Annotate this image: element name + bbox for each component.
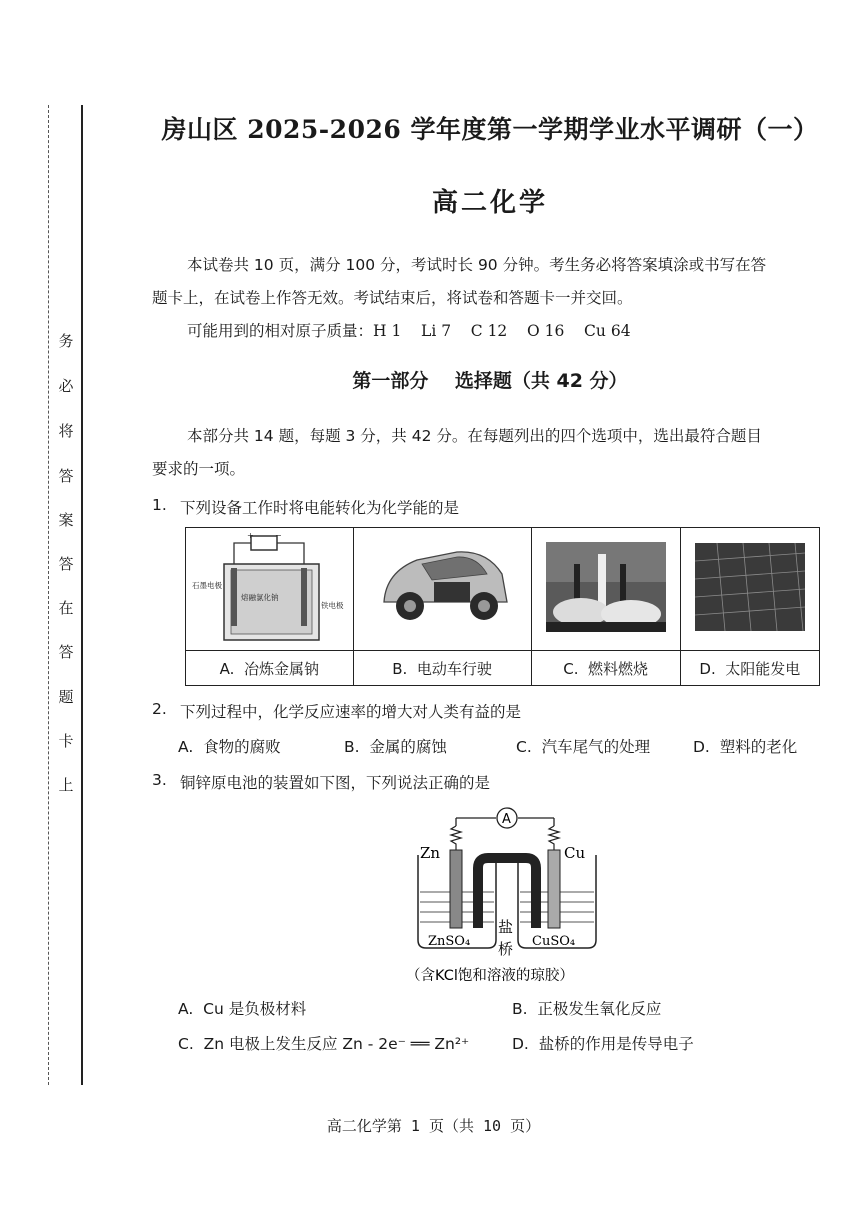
cuso4-label: CuSO₄ [532,934,576,949]
q1-option-c[interactable] [531,651,680,686]
znso4-label: ZnSO₄ [428,934,471,949]
option-letter: C. [563,659,579,678]
minus-sign: − [275,531,282,540]
rocket-launch-icon [546,542,666,632]
electrolysis-cell-icon [189,528,349,646]
atomic-mass-values: H 1 Li 7 C 12 O 16 Cu 64 [373,322,631,340]
option-letter: C. [516,738,532,756]
q2-option-d[interactable] [693,735,797,757]
q3-option-d[interactable] [512,1032,694,1054]
ammeter-label: A [502,812,511,827]
side-char: 答 [58,643,74,661]
option-letter: A. [178,738,194,756]
q1-options-table [185,527,820,686]
q2-option-c[interactable] [516,735,650,757]
option-text: Cu 是负极材料 [203,1000,307,1018]
q1-image-a [186,528,354,651]
page-footer: 高二化学第 1 页（共 10 页） [326,1117,541,1135]
q3-option-a[interactable] [178,997,306,1019]
binding-line [81,105,83,1085]
q2-option-a[interactable] [178,735,281,757]
atomic-mass-line [187,315,631,348]
side-char: 上 [58,776,74,794]
instructions-line-1: 本试卷共 10 页，满分 100 分，考试时长 90 分钟。考生务必将答案填涂或书写在答 [187,256,767,274]
exam-title: 房山区 2025-2026 学年度第一学期学业水平调研（一） [161,115,819,144]
option-letter: B. [392,659,408,678]
section-title: 第一部分 选择题（共 42 分） [352,370,628,392]
q3-option-b[interactable] [512,997,661,1019]
option-text: 太阳能发电 [725,659,801,678]
salt-bridge-label-2: 桥 [498,940,514,958]
option-text: 正极发生氧化反应 [537,1000,662,1018]
option-letter: D. [512,1035,529,1053]
q1-image-b [353,528,531,651]
q1-option-b[interactable] [353,651,531,686]
graphite-electrode-label: 石墨电极 [192,581,223,590]
option-text: 食物的腐败 [203,738,281,756]
option-text: 盐桥的作用是传导电子 [538,1035,694,1053]
option-text: 金属的腐蚀 [369,738,447,756]
q3-number: 3. [152,771,167,789]
zn-electrode [450,850,462,928]
atomic-mass-label: 可能用到的相对原子质量： [187,322,374,340]
option-letter: C. [178,1035,194,1053]
instructions-line-2: 题卡上，在试卷上作答无效。考试结束后，将试卷和答题卡一并交回。 [152,289,633,307]
q2-option-b[interactable] [344,735,447,757]
diagram-caption: （含KCl饱和溶液的琼胶） [406,968,574,984]
q2-stem: 下列过程中，化学反应速率的增大对人类有益的是 [180,703,522,721]
option-text: 电动车行驶 [416,659,492,678]
zn-label: Zn [420,844,441,862]
subject-title: 高二化学 [431,188,548,218]
option-letter: A. [219,659,235,678]
side-char: 卡 [58,732,74,750]
side-char: 答 [58,467,74,485]
molten-nacl-label: 熔融氯化钠 [241,593,279,602]
option-letter: B. [512,1000,528,1018]
q3-stem: 铜锌原电池的装置如下图，下列说法正确的是 [180,774,491,792]
option-text: Zn 电极上发生反应 Zn - 2e⁻ ══ Zn²⁺ [203,1035,470,1053]
option-letter: D. [693,738,710,756]
side-char: 将 [58,422,74,440]
side-char: 题 [58,688,74,706]
cu-electrode [548,850,560,928]
q1-stem: 下列设备工作时将电能转化为化学能的是 [180,499,460,517]
side-char: 在 [58,599,74,617]
q2-number: 2. [152,700,167,718]
section-intro-1: 本部分共 14 题，每题 3 分，共 42 分。在每题列出的四个选项中，选出最符合题目 [187,427,762,445]
section-intro-2: 要求的一项。 [152,460,246,478]
option-text: 燃料燃烧 [588,659,649,678]
electric-car-icon [362,532,522,642]
side-char: 必 [58,377,74,395]
q1-option-d[interactable] [680,651,819,686]
q1-image-d [680,528,819,651]
q1-option-a[interactable] [186,651,354,686]
side-char: 案 [58,511,74,529]
plus-sign: + [247,531,254,540]
option-letter: A. [178,1000,194,1018]
option-text: 冶炼金属钠 [243,659,319,678]
side-char: 务 [58,332,74,350]
galvanic-cell-diagram [400,800,630,990]
iron-electrode-label: 铁电极 [321,601,344,610]
option-letter: B. [344,738,360,756]
option-letter: D. [699,659,716,678]
side-char: 答 [58,555,74,573]
q1-image-c [531,528,680,651]
option-text: 塑料的老化 [719,738,798,756]
salt-bridge-label-1: 盐 [498,918,514,936]
cut-dash-line [48,105,49,1085]
option-text: 汽车尾气的处理 [541,738,651,756]
q3-option-c[interactable] [178,1032,469,1054]
solar-panel-icon [695,543,805,631]
q1-number: 1. [152,496,167,514]
cu-label: Cu [564,844,586,862]
